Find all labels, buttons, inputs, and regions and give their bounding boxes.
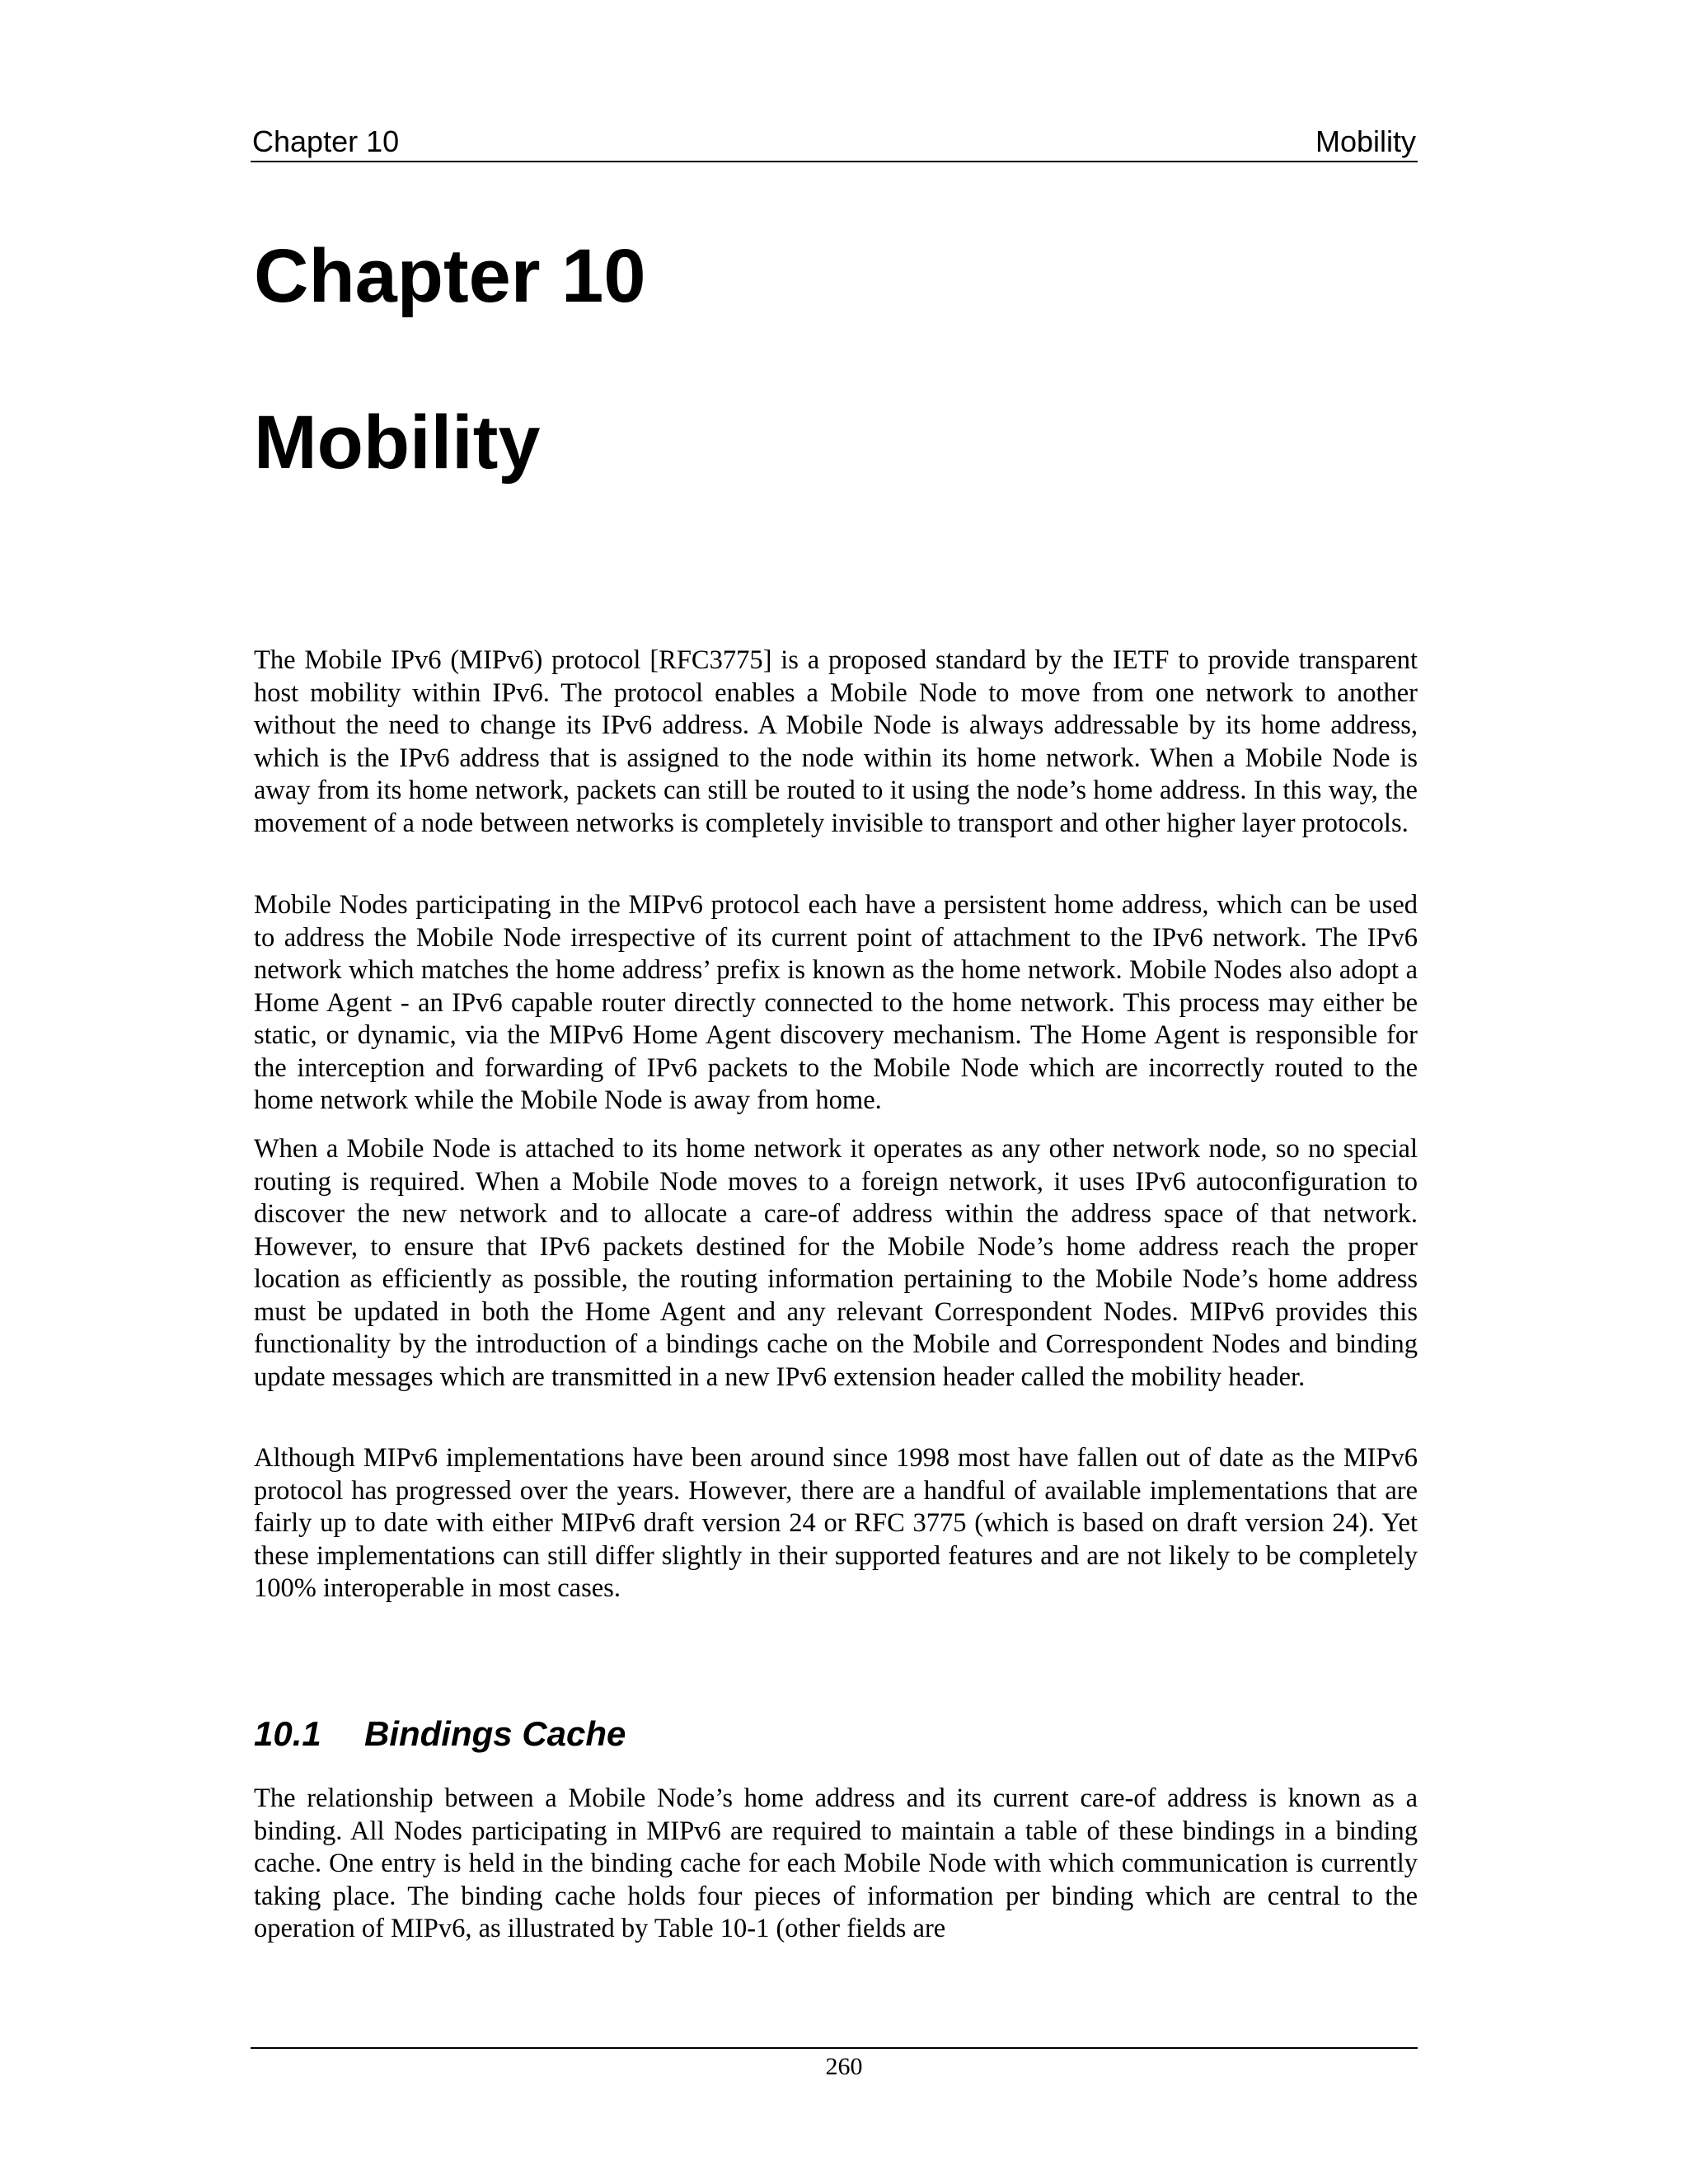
section-number: 10.1 (254, 1714, 321, 1753)
page-number: 260 (825, 2053, 863, 2080)
intro-paragraph: Mobile Nodes participating in the MIPv6 protocol each have a persistent home address, which can be used to address the Mobile Node irrespective of its current point of attachment to the IPv6 network. The IPv6 network which matches the home address’ prefix is known as the home network. Mobile Nodes also adopt a Home Agent - an IPv6 capable router directly connected to the home network. This process may either be static, or dynamic, via the MIPv6 Home Agent discovery mechanism. The Home Agent is responsible for the interception and forwarding of IPv6 packets to the Mobile Node which are incorrectly routed to the home network while the Mobile Node is away from home. (254, 890, 1418, 1115)
intro-paragraph: When a Mobile Node is attached to its home network it operates as any other network node, so no special routing is required. When a Mobile Node moves to a foreign network, it uses IPv6 autoconfiguration to discover the new network and to allocate a care-of address within the address space of that network. However, to ensure that IPv6 packets destined for the Mobile Node’s home address reach the proper location as efficiently as possible, the routing information pertaining to the Mobile Node’s home address must be updated in both the Home Agent and any relevant Correspondent Nodes. MIPv6 provides this functionality by the introduction of a bindings cache on the Mobile and Correspondent Nodes and binding update messages which are transmitted in a new IPv6 extension header called the mobility header. (254, 1134, 1418, 1392)
intro-paragraph: The Mobile IPv6 (MIPv6) protocol [RFC3775] is a proposed standard by the IETF to provide transparent host mobility within IPv6. The protocol enables a Mobile Node to move from one network to another without the need to change its IPv6 address. A Mobile Node is always addressable by its home address, which is the IPv6 address that is assigned to the node within its home network. When a Mobile Node is away from its home network, packets can still be routed to it using the node’s home address. In this way, the movement of a node between networks is completely invisible to transport and other higher layer protocols. (254, 645, 1418, 838)
running-header-title: Mobility (1315, 124, 1416, 158)
section-heading (254, 1711, 626, 1757)
section-title: Bindings Cache (364, 1714, 626, 1753)
section-paragraph: The relationship between a Mobile Node’s home address and its current care-of address is known as a binding. All Nodes participating in MIPv6 are required to maintain a table of these bindings in a binding cache. One entry is held in the binding cache for each Mobile Node with which communication is currently taking place. The binding cache holds four pieces of information per binding which are central to the operation of MIPv6, as illustrated by Table 10-1 (other fields are (254, 1783, 1418, 1943)
intro-paragraph: Although MIPv6 implementations have been around since 1998 most have fallen out of date as the MIPv6 protocol has progressed over the years. However, there are a handful of available implementations that are fairly up to date with either MIPv6 draft version 24 or RFC 3775 (which is based on draft version 24). Yet these implementations can still differ slightly in their supported features and are not likely to be completely 100% interoperable in most cases. (254, 1443, 1418, 1603)
running-header-chapter: Chapter 10 (252, 124, 400, 158)
header-divider (251, 161, 1418, 162)
chapter-title: Mobility (254, 401, 541, 485)
running-header (252, 122, 1416, 162)
chapter-number: Chapter 10 (254, 234, 646, 318)
footer-divider (251, 2047, 1418, 2049)
